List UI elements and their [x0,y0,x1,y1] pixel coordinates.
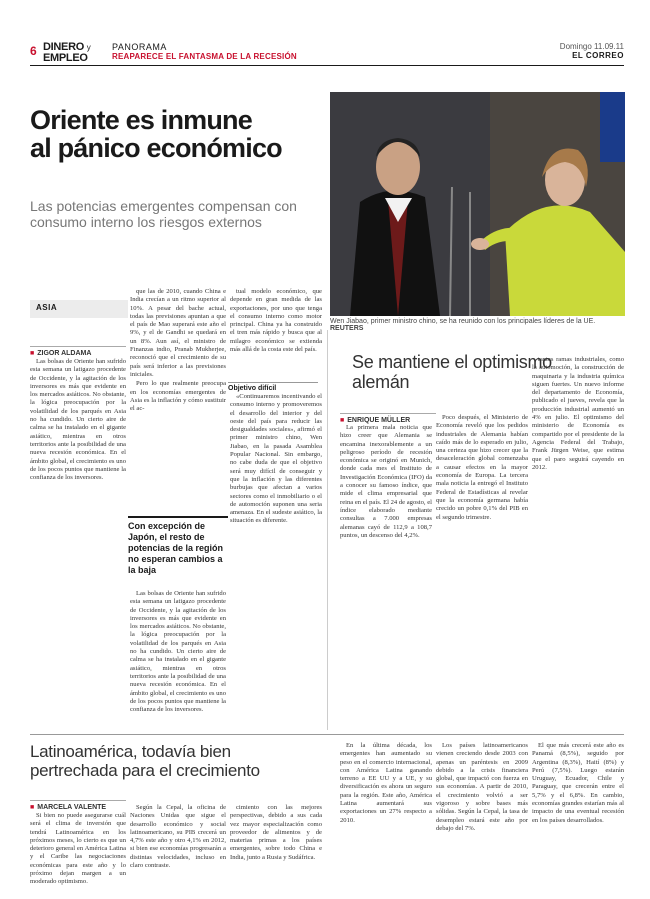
photo-caption-text: Wen Jiabao, primer ministro chino, se ha reunido con los principales líderes de la UE. [330,318,596,325]
latam-column-5-text: Los países latinoamericanos vienen creciendo desde 2003 con apenas un paréntesis en 2009 debido a la crisis financiera global, que impactó con fuerza en sus economías. A partir de 2010, el crecimiento volvió a ser vigoroso y sobre bases más sólidas. Según la Cepal, la tasa de desempleo estará este año por debajo del 7%. [436,742,528,832]
main-headline-line-1: Oriente es inmune [30,105,252,135]
photo-illustration [330,92,625,316]
latam-column-4 [340,742,432,890]
photo-credit: REUTERS [330,325,364,332]
side-column-2-text: Poco después, el Ministerio de Economía reveló que los pedidos industriales de Alemania habían caído más de lo esperado en julio, una certeza que hizo crecer que la desaceleración global comenzaba a causar efectos en la mayor economía de Europa. La tercera mala noticia la entregó el Instituto Federal de Estadísticas al revelar que la economía germana había crecido un pobre 0,1% del PIB en el segundo trimestre. [436,414,528,521]
main-column-2b-text: Pero lo que realmente preocupa en los economías emergentes de Asia es la inflación y cómo sustituir el ac- [130,380,226,413]
main-byline [30,346,126,357]
side-byline-marker: ■ [340,417,345,424]
main-byline-name: ZIGOR ALDAMA [37,350,92,357]
masthead [30,42,624,66]
news-photo [330,92,625,316]
main-column-2-text: que las de 2010, cuando China e India crecían a un ritmo superior al 10%. A pesar del bache actual, todas las previsiones apuntan a que el país de Mao superará este año el 9%, y el de Gandhi se quedará en un 8%. Aun así, el ministro de Finanzas indio, Pranab Mukherjee, reconoció que el crecimiento de su país será inferior a las previsiones iniciales. [130,288,226,378]
side-byline [340,413,436,424]
latam-column-3 [230,804,322,890]
main-headline-line-2: al pánico económico [30,133,282,163]
main-column-2-cont-text: Las bolsas de Oriente han sufrido esta semana un latigazo procedente de Occidente, y la agitación de los inversores es más que evidente en los mercados asiáticos. No obstante, la lógica preocupación por la volatilidad de los parqués en Asia no ha cundido. Un cierto aire de calma se ha instalado en el gigante asiático, mientras en otros territorios ante la posibilidad de una nueva recesión económica. En el ámbito global, el crecimiento es uno de los pocos puntos que mantiene la confianza de los inversores. [130,590,226,714]
main-headline [30,106,330,162]
panorama-label: PANORAMA [112,42,167,52]
section-label: ASIA [30,300,128,318]
main-column-1 [30,358,126,728]
side-column-2 [436,414,528,730]
section-divider [30,734,624,735]
side-column-1-text: La primera mala noticia que hizo creer que Alemania se encamina inexorablemente a un peligroso período de recesión económica se originó en Munich, donde cada mes el Instituto de Investigación Económica (IFO) da a conocer su famoso índice, que mide el clima empresarial que reina en el país. El 24 de agosto, el índice elaborado mediante consultas a 7.000 empresas alemanas cayó de 112,9 a 108,7 puntos, un descenso del 4,2%. [340,424,432,539]
main-column-3b-text: «Continuaremos incentivando el consumo interno y promoveremos el desarrollo del interior y del oeste del país para reducir las desigualdades sociales», afirmó el primer ministro chino, Wen Jiabao, en la pasada Asamblea Popular Nacional. Sin embargo, no cabe duda de que el objetivo será muy difícil de conseguir y que la inflación y las diferentes burbujas que afectan a varios sectores como el inmobiliario o el de automoción suponen una seria amenaza. En el sudeste asiático, la situación es diferente. [230,393,322,525]
side-headline: Se mantiene el optimismo alemán [352,352,552,392]
main-column-1-text: Las bolsas de Oriente han sufrido esta semana un latigazo procedente de Occidente, y la agitación de los inversores es más que evidente en los mercados asiáticos. No obstante, la lógica preocupación por la volatilidad de los parqués en Asia no ha cundido. Un cierto aire de calma se ha instalado en el gigante asiático, mientras en otros territorios ante la posibilidad de una nueva recesión económica. En el ámbito global, el crecimiento es uno de los pocos puntos que mantiene la confianza de los inversores. [30,358,126,482]
latam-column-2-text: Según la Cepal, la oficina de Naciones Unidas que sigue el desarrollo económico y social latinoamericano, su PIB crecerá un 4,7% este año y otro 4,1% en 2012, si bien ese economías progresarán a distintas velocidades, incluso en claro contraste. [130,804,226,870]
panorama-subtitle: REAPARECE EL FANTASMA DE LA RECESIÓN [112,52,297,61]
section-logo-dinero: DINERO [43,41,84,53]
main-column-2-cont [130,590,226,730]
latam-headline: Latinoamérica, todavía bien pertrechada para el crecimiento [30,742,260,780]
section-logo-y: y [86,43,91,52]
latam-byline-marker: ■ [30,804,35,811]
main-column-3 [230,288,322,380]
latam-byline-name: MARCELA VALENTE [37,804,107,811]
page-number: 6 [30,44,37,58]
side-column-1 [340,424,432,730]
latam-byline [30,800,126,811]
latam-column-6-text: El que más crecerá este año es Panamá (8,5%), seguido por Argentina (8,3%), Haití (8%) y Perú (7,5%). Luego estarán Uruguay, Ecuador, Chile y Paraguay, que crecerán entre el 5,7% y el 6,8%. En cambio, economías grandes estarían más al impacto de una eventual recesión en los países desarrollados. [532,742,624,824]
main-column-3b [230,393,322,730]
main-column-3-text: tual modelo económico, que depende en gran medida de las exportaciones, por uno que tenga el consumo interno como motor principal. China ya ha construido el tren más rápido y busca que al milagro económico se extienda más allá de la costa este del país. [230,288,322,354]
latam-column-3-text: cimiento con las mejores perspectivas, debido a sus cada vez mayor especialización como proveedor de alimentos y de materias primas a los países emergentes, sobre todo China e India, junto a Rusia y Sudáfrica. [230,804,322,861]
latam-column-1 [30,812,126,890]
section-logo-empleo: EMPLEO [43,52,88,64]
latam-column-5 [436,742,528,890]
photo-caption [330,318,625,332]
side-byline-name: ENRIQUE MÜLLER [347,417,411,424]
side-column-3-text: tantes ramas industriales, como la automoción, la construcción de maquinaria y la industria química siguen fuertes. Un nuevo informe del departamento de Economía, publicado el jueves, revela que la producción industrial aumentó un 4% en julio. El optimismo del ministerio de Economía es compartido por el presidente de la Agencia Federal del Trabajo, Frank Jürgen Weise, que estima que el paro seguirá cayendo en 2012. [532,356,624,471]
byline-marker: ■ [30,350,35,357]
main-column-2 [130,288,226,508]
latam-column-2 [130,804,226,890]
latam-column-4-text: En la última década, los emergentes han aumentado su peso en el comercio internacional, con América Latina ganando terreno a EE UU y a UE, y su diversificación es ahora un seguro para la región. Este año, América Latina aumentará sus exportaciones un 27% respecto a 2010. [340,742,432,824]
paper-name: EL CORREO [572,51,624,60]
column-divider [327,330,328,730]
section-logo [43,42,90,63]
issue-date: Domingo 11.09.11 [559,42,624,51]
latam-column-6 [532,742,624,890]
side-column-3 [532,356,624,730]
sub-heading: Objetivo difícil [228,382,318,392]
latam-column-1-text: Si bien no puede asegurarse cuál será el clima de inversión que tendrá Latinoamérica en los próximos meses, lo cierto es que un deterioro general en América Latina y el Caribe las negociaciones económicas para este año y lo próximo dejan margen a un moderado optimismo. [30,812,126,886]
pull-quote: Con excepción de Japón, el resto de potencias de la región no esperan cambios a la baja [128,516,228,576]
main-deck: Las potencias emergentes compensan con consumo interno los riesgos externos [30,198,297,230]
